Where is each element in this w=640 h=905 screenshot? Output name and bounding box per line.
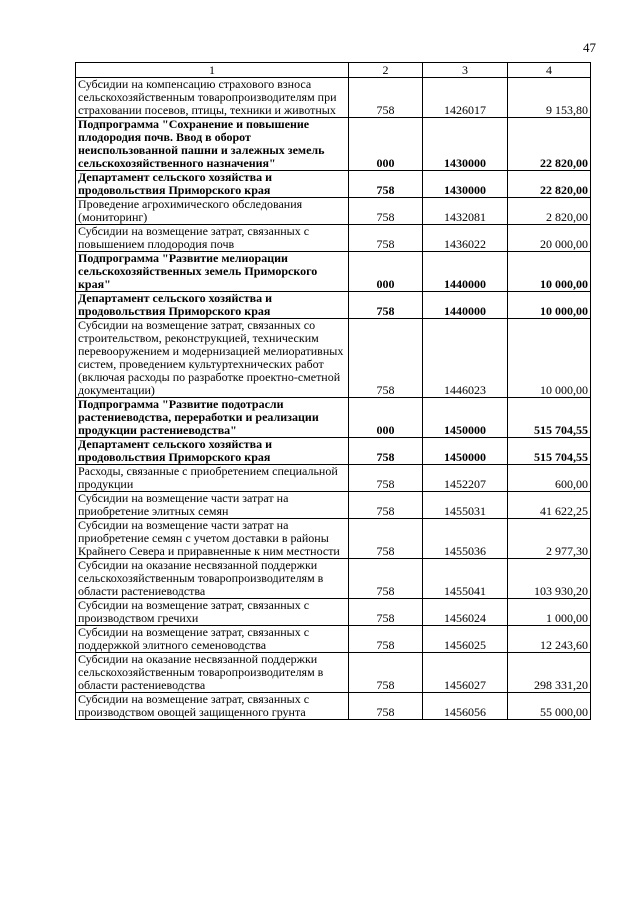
table-row — [76, 171, 591, 198]
row-col2: 000 — [349, 118, 423, 171]
row-col2: 000 — [349, 252, 423, 292]
row-col4: 22 820,00 — [508, 118, 591, 171]
row-name: Подпрограмма "Сохранение и повышение плодородия почв. Ввод в оборот неиспользованной пашни и залежных земель сельскохозяйственного назначения" — [76, 118, 349, 171]
table-row — [76, 653, 591, 693]
row-name: Расходы, связанные с приобретением специальной продукции — [76, 465, 349, 492]
row-col3: 1430000 — [423, 171, 508, 198]
table-row — [76, 693, 591, 720]
row-name: Субсидии на возмещение затрат, связанных со строительством, реконструкцией, техническим перевооружением и модернизацией мелиоративных систем, проведением культуртехнических работ (включая расходы по разработке проектно-сметной документации) — [76, 319, 349, 398]
row-col3: 1436022 — [423, 225, 508, 252]
row-col3: 1450000 — [423, 438, 508, 465]
row-col4: 515 704,55 — [508, 438, 591, 465]
row-col3: 1452207 — [423, 465, 508, 492]
table-row — [76, 492, 591, 519]
row-name: Проведение агрохимического обследования (мониторинг) — [76, 198, 349, 225]
row-col2: 758 — [349, 171, 423, 198]
row-name: Субсидии на возмещение затрат, связанных с производством гречихи — [76, 599, 349, 626]
row-col2: 758 — [349, 492, 423, 519]
row-col3: 1446023 — [423, 319, 508, 398]
row-name: Субсидии на возмещение части затрат на приобретение семян с учетом доставки в районы Крайнего Севера и приравненные к ним местности — [76, 519, 349, 559]
table-row — [76, 465, 591, 492]
row-col4: 103 930,20 — [508, 559, 591, 599]
row-col2: 758 — [349, 653, 423, 693]
row-name: Подпрограмма "Развитие подотрасли растениеводства, переработки и реализации продукции растениеводства" — [76, 398, 349, 438]
page-number: 47 — [583, 40, 596, 55]
row-col4: 12 243,60 — [508, 626, 591, 653]
row-col4: 1 000,00 — [508, 599, 591, 626]
row-name: Департамент сельского хозяйства и продовольствия Приморского края — [76, 171, 349, 198]
row-col2: 758 — [349, 465, 423, 492]
header-row — [76, 63, 591, 78]
table-row — [76, 398, 591, 438]
row-col4: 20 000,00 — [508, 225, 591, 252]
row-col3: 1440000 — [423, 252, 508, 292]
row-col4: 2 820,00 — [508, 198, 591, 225]
row-col3: 1450000 — [423, 398, 508, 438]
row-col3: 1440000 — [423, 292, 508, 319]
row-col2: 000 — [349, 398, 423, 438]
row-col2: 758 — [349, 78, 423, 118]
table-row — [76, 118, 591, 171]
row-name: Субсидии на возмещение затрат, связанных с поддержкой элитного семеноводства — [76, 626, 349, 653]
row-col2: 758 — [349, 626, 423, 653]
row-col4: 10 000,00 — [508, 292, 591, 319]
table-row — [76, 198, 591, 225]
table-header — [76, 63, 591, 78]
row-col2: 758 — [349, 319, 423, 398]
row-col3: 1455031 — [423, 492, 508, 519]
table-row — [76, 626, 591, 653]
row-col4: 22 820,00 — [508, 171, 591, 198]
row-col4: 10 000,00 — [508, 252, 591, 292]
row-name: Департамент сельского хозяйства и продовольствия Приморского края — [76, 292, 349, 319]
header-col-3: 3 — [423, 63, 508, 78]
row-name: Субсидии на оказание несвязанной поддержки сельскохозяйственным товаропроизводителям в области растениеводства — [76, 559, 349, 599]
table-row — [76, 319, 591, 398]
row-name: Департамент сельского хозяйства и продовольствия Приморского края — [76, 438, 349, 465]
row-name: Субсидии на оказание несвязанной поддержки сельскохозяйственным товаропроизводителям в области растениеводства — [76, 653, 349, 693]
row-col2: 758 — [349, 225, 423, 252]
budget-table — [75, 62, 591, 720]
row-col3: 1455036 — [423, 519, 508, 559]
row-col3: 1432081 — [423, 198, 508, 225]
row-col4: 9 153,80 — [508, 78, 591, 118]
row-col4: 41 622,25 — [508, 492, 591, 519]
row-col3: 1456027 — [423, 653, 508, 693]
table-row — [76, 225, 591, 252]
row-col4: 515 704,55 — [508, 398, 591, 438]
row-col4: 600,00 — [508, 465, 591, 492]
table-row — [76, 438, 591, 465]
row-col3: 1456025 — [423, 626, 508, 653]
row-col4: 2 977,30 — [508, 519, 591, 559]
row-col3: 1426017 — [423, 78, 508, 118]
table-row — [76, 252, 591, 292]
row-col2: 758 — [349, 438, 423, 465]
table-row — [76, 292, 591, 319]
row-col4: 10 000,00 — [508, 319, 591, 398]
row-col3: 1456024 — [423, 599, 508, 626]
row-name: Субсидии на возмещение затрат, связанных с производством овощей защищенного грунта — [76, 693, 349, 720]
row-col4: 298 331,20 — [508, 653, 591, 693]
table-body — [76, 78, 591, 720]
row-col3: 1456056 — [423, 693, 508, 720]
row-col2: 758 — [349, 599, 423, 626]
row-col2: 758 — [349, 292, 423, 319]
table-row — [76, 78, 591, 118]
row-name: Подпрограмма "Развитие мелиорации сельскохозяйственных земель Приморского края" — [76, 252, 349, 292]
row-col2: 758 — [349, 519, 423, 559]
row-col2: 758 — [349, 693, 423, 720]
row-col4: 55 000,00 — [508, 693, 591, 720]
row-name: Субсидии на возмещение затрат, связанных с повышением плодородия почв — [76, 225, 349, 252]
row-col3: 1455041 — [423, 559, 508, 599]
row-col3: 1430000 — [423, 118, 508, 171]
row-name: Субсидии на компенсацию страхового взноса сельскохозяйственным товаропроизводителям при страховании посевов, птицы, техники и животных — [76, 78, 349, 118]
header-col-1: 1 — [76, 63, 349, 78]
row-col2: 758 — [349, 559, 423, 599]
header-col-2: 2 — [349, 63, 423, 78]
table-row — [76, 559, 591, 599]
table-row — [76, 519, 591, 559]
header-col-4: 4 — [508, 63, 591, 78]
row-name: Субсидии на возмещение части затрат на приобретение элитных семян — [76, 492, 349, 519]
table-row — [76, 599, 591, 626]
row-col2: 758 — [349, 198, 423, 225]
